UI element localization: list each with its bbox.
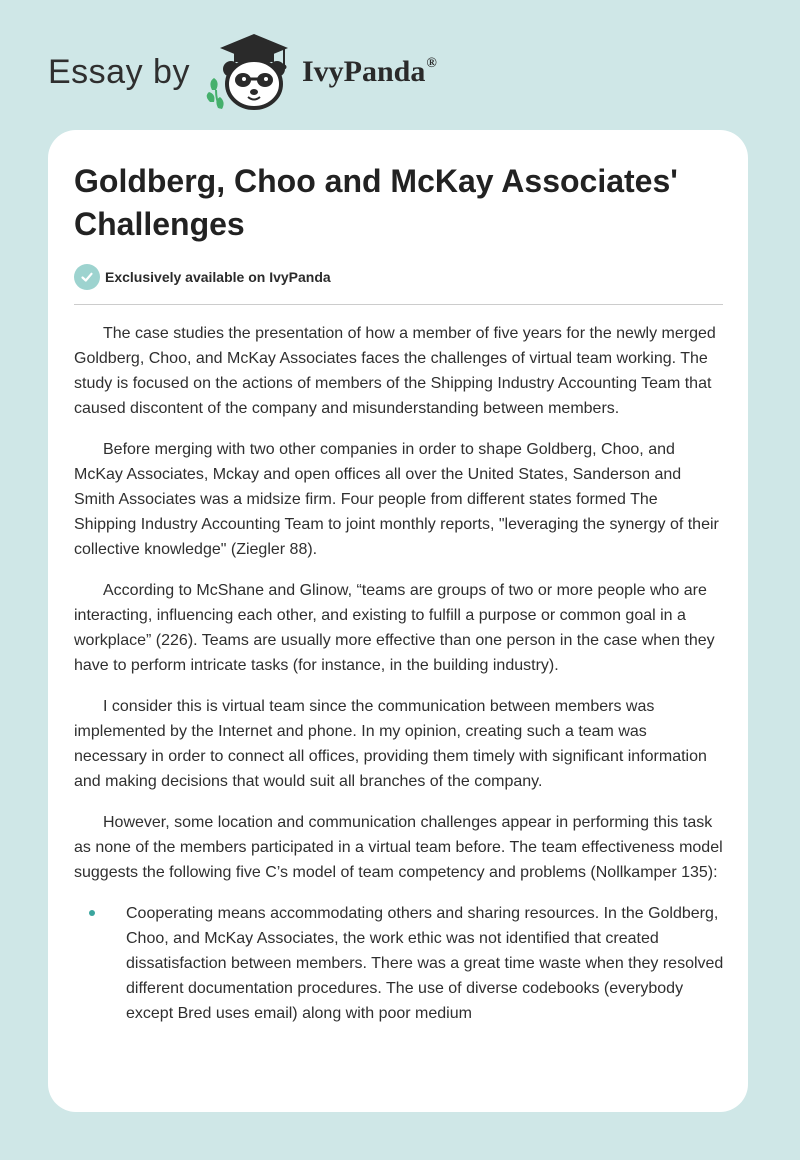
panda-logo-icon bbox=[204, 32, 296, 112]
paragraph: The case studies the presentation of how a member of five years for the newly merged Goldberg, Choo, and McKay Associates faces the challenges of virtual team working. The study is focused on the actions of members of the Shipping Industry Accounting Team that caused discontent of the company and misunderstanding between members. bbox=[74, 325, 716, 417]
brand-name: IvyPanda® bbox=[301, 55, 437, 88]
checkmark-icon bbox=[74, 264, 100, 290]
list-item bbox=[74, 901, 724, 1026]
badge-label: Exclusively available on IvyPanda bbox=[105, 269, 331, 285]
exclusive-badge bbox=[74, 264, 331, 290]
bullet-list bbox=[74, 901, 724, 1026]
paragraph: According to McShane and Glinow, “teams are groups of two or more people who are interacting, influencing each other, and existing to fulfill a purpose or common goal in a workplace” (226). Teams are usually more effective than one person in the case when they have to perform intricate tasks (for instance, in the building industry). bbox=[74, 582, 715, 674]
list-item-text: Cooperating means accommodating others and sharing resources. In the Goldberg, Choo, and McKay Associates, the work ethic was not identified that created dissatisfaction between members. There was a great time waste when they resolved different documentation procedures. The use of diverse codebooks (everybody except Bred uses email) along with poor medium bbox=[126, 905, 724, 1022]
essay-body bbox=[74, 321, 724, 1026]
bullet-dot-icon bbox=[89, 910, 95, 916]
paragraph: Before merging with two other companies in order to shape Goldberg, Choo, and McKay Associates, Mckay and open offices all over the United States, Sanderson and Smith Associates was a midsize firm. Four people from different states formed The Shipping Industry Accounting Team to joint monthly reports, "leveraging the synergy of their collective knowledge" (Ziegler 88). bbox=[74, 441, 719, 558]
divider bbox=[74, 304, 723, 305]
registered-mark: ® bbox=[426, 56, 437, 71]
paragraph: However, some location and communication challenges appear in performing this task as none of the members participated in a virtual team before. The team effectiveness model suggests the following five C’s model of team competency and problems (Nollkamper 135): bbox=[74, 814, 723, 881]
brand-header bbox=[48, 32, 437, 112]
page-title: Goldberg, Choo and McKay Associates' Challenges bbox=[74, 163, 678, 242]
paragraph: I consider this is virtual team since the communication between members was implemented by the Internet and phone. In my opinion, creating such a team was necessary in order to connect all offices, providing them timely with significant information and making decisions that would suit all branches of the company. bbox=[74, 698, 707, 790]
brand-prefix: Essay by bbox=[48, 52, 190, 91]
essay-card bbox=[48, 130, 748, 1112]
